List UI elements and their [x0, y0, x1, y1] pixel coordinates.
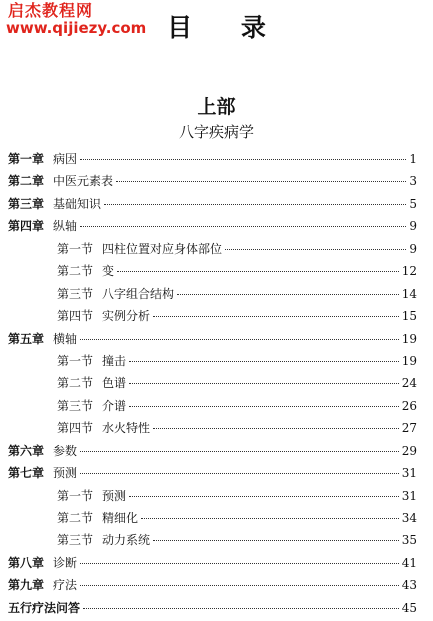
toc-entry-number: 第五章 [8, 331, 45, 346]
toc-entry-number: 第一章 [8, 152, 45, 166]
toc-entry-number: 第一节 [57, 488, 94, 503]
toc-entry-number: 第九章 [8, 578, 45, 593]
toc-entry-number: 第一节 [57, 241, 94, 256]
toc-section-entry [8, 529, 417, 551]
toc-entry-title: 变 [102, 264, 115, 279]
toc-entry-number: 第一节 [57, 353, 94, 368]
toc-entry-number: 第三节 [57, 398, 94, 413]
toc-chapter-entry [8, 215, 417, 237]
toc-entry-page: 24 [401, 376, 417, 391]
toc-chapter-entry [8, 148, 417, 170]
toc-entry-title: 参数 [53, 443, 78, 458]
dot-leader [117, 270, 399, 272]
dot-leader [177, 293, 399, 295]
part-title: 上部 [197, 96, 236, 118]
toc-entry-title: 实例分析 [102, 309, 151, 324]
toc-entry-title: 病因 [53, 152, 78, 166]
toc-entry-page: 14 [401, 286, 417, 301]
toc-chapter-entry [8, 170, 417, 192]
toc-entry-title: 纵轴 [53, 219, 78, 234]
toc-section-entry [8, 395, 417, 417]
toc-section-entry [8, 260, 417, 282]
toc-entry-page: 26 [401, 398, 417, 413]
dot-leader [225, 248, 406, 250]
toc-entry-page: 5 [409, 196, 417, 211]
toc-entry-title: 预测 [102, 488, 127, 503]
toc-entry-page: 27 [401, 421, 417, 436]
dot-leader [129, 495, 399, 497]
toc-entry-page: 9 [409, 241, 417, 256]
toc-entry-number: 第四节 [57, 309, 94, 324]
dot-leader [116, 180, 406, 182]
toc-entry-number: 第三章 [8, 196, 45, 211]
toc-chapter-entry [8, 574, 417, 596]
toc-chapter-entry [8, 597, 417, 619]
part-subtitle: 八字疾病学 [178, 123, 254, 141]
toc-entry-title: 诊断 [53, 555, 78, 570]
dot-leader [80, 225, 406, 227]
toc-entry-title: 预测 [53, 466, 78, 481]
toc-section-entry [8, 238, 417, 260]
toc-section-entry [8, 305, 417, 327]
toc-entry-title: 横轴 [53, 331, 78, 346]
toc-entry-page: 34 [401, 511, 417, 525]
toc-entry-page: 45 [401, 600, 417, 615]
toc-section-entry [8, 507, 417, 529]
toc-entry-page: 19 [401, 331, 417, 346]
toc-entry-page: 15 [401, 309, 417, 324]
toc-entry-number: 第六章 [8, 443, 45, 458]
toc-entry-page: 41 [401, 555, 417, 570]
toc-entry-number: 第四节 [57, 421, 94, 436]
dot-leader [129, 405, 399, 407]
watermark-site-name: 启杰教程网 [8, 1, 94, 20]
dot-leader [80, 562, 399, 564]
page-title: 目 录 [167, 13, 286, 42]
toc-entry-page: 19 [401, 353, 417, 368]
dot-leader [141, 517, 399, 519]
dot-leader [129, 360, 399, 362]
toc-entry-page: 35 [401, 533, 417, 548]
dot-leader [153, 427, 399, 429]
toc-entry-title: 介谱 [102, 398, 127, 413]
toc-entry-title: 四柱位置对应身体部位 [102, 241, 223, 256]
dot-leader [153, 539, 399, 541]
toc-chapter-entry [8, 440, 417, 462]
dot-leader [80, 472, 399, 474]
toc-chapter-entry [8, 328, 417, 350]
dot-leader [153, 315, 399, 317]
toc-section-entry [8, 372, 417, 394]
toc-entry-number: 第二节 [57, 511, 94, 525]
toc-chapter-entry [8, 193, 417, 215]
toc-entry-number: 第二节 [57, 376, 94, 391]
toc-entry-number: 第四章 [8, 219, 45, 234]
toc-entry-page: 31 [401, 466, 417, 481]
toc-entry-number: 第三节 [57, 286, 94, 301]
toc-entry-title: 动力系统 [102, 533, 151, 548]
toc-section-entry [8, 485, 417, 507]
toc-entry-page: 29 [401, 443, 417, 458]
toc-entry-title: 精细化 [102, 511, 139, 525]
toc-entry-title: 疗法 [53, 578, 78, 593]
dot-leader [80, 584, 399, 586]
toc-section-entry [8, 350, 417, 372]
toc-entry-number: 第七章 [8, 466, 45, 481]
dot-leader [104, 203, 406, 205]
dot-leader [80, 338, 399, 340]
dot-leader [83, 607, 399, 609]
toc-section-entry [8, 417, 417, 439]
dot-leader [80, 450, 399, 452]
toc-chapter-entry [8, 552, 417, 574]
toc-entry-title: 色谱 [102, 376, 127, 391]
toc-entry-title: 中医元素表 [53, 174, 114, 189]
dot-leader [80, 158, 406, 160]
table-of-contents [8, 148, 417, 619]
toc-entry-number: 第二章 [8, 174, 45, 189]
toc-entry-page: 31 [401, 488, 417, 503]
toc-entry-title: 基础知识 [53, 196, 102, 211]
watermark-url: www.qijiezy.com [6, 19, 147, 38]
dot-leader [129, 382, 399, 384]
toc-entry-number: 第八章 [8, 555, 45, 570]
toc-entry-number: 第二节 [57, 264, 94, 279]
toc-entry-page: 1 [409, 152, 417, 166]
toc-entry-page: 3 [409, 174, 417, 189]
toc-entry-title: 八字组合结构 [102, 286, 175, 301]
toc-entry-page: 43 [401, 578, 417, 593]
toc-entry-page: 12 [401, 264, 417, 279]
toc-entry-page: 9 [409, 219, 417, 234]
toc-entry-number: 第三节 [57, 533, 94, 548]
toc-section-entry [8, 283, 417, 305]
toc-entry-title: 五行疗法问答 [8, 600, 81, 615]
toc-entry-title: 水火特性 [102, 421, 151, 436]
toc-chapter-entry [8, 462, 417, 484]
toc-entry-title: 撞击 [102, 353, 127, 368]
